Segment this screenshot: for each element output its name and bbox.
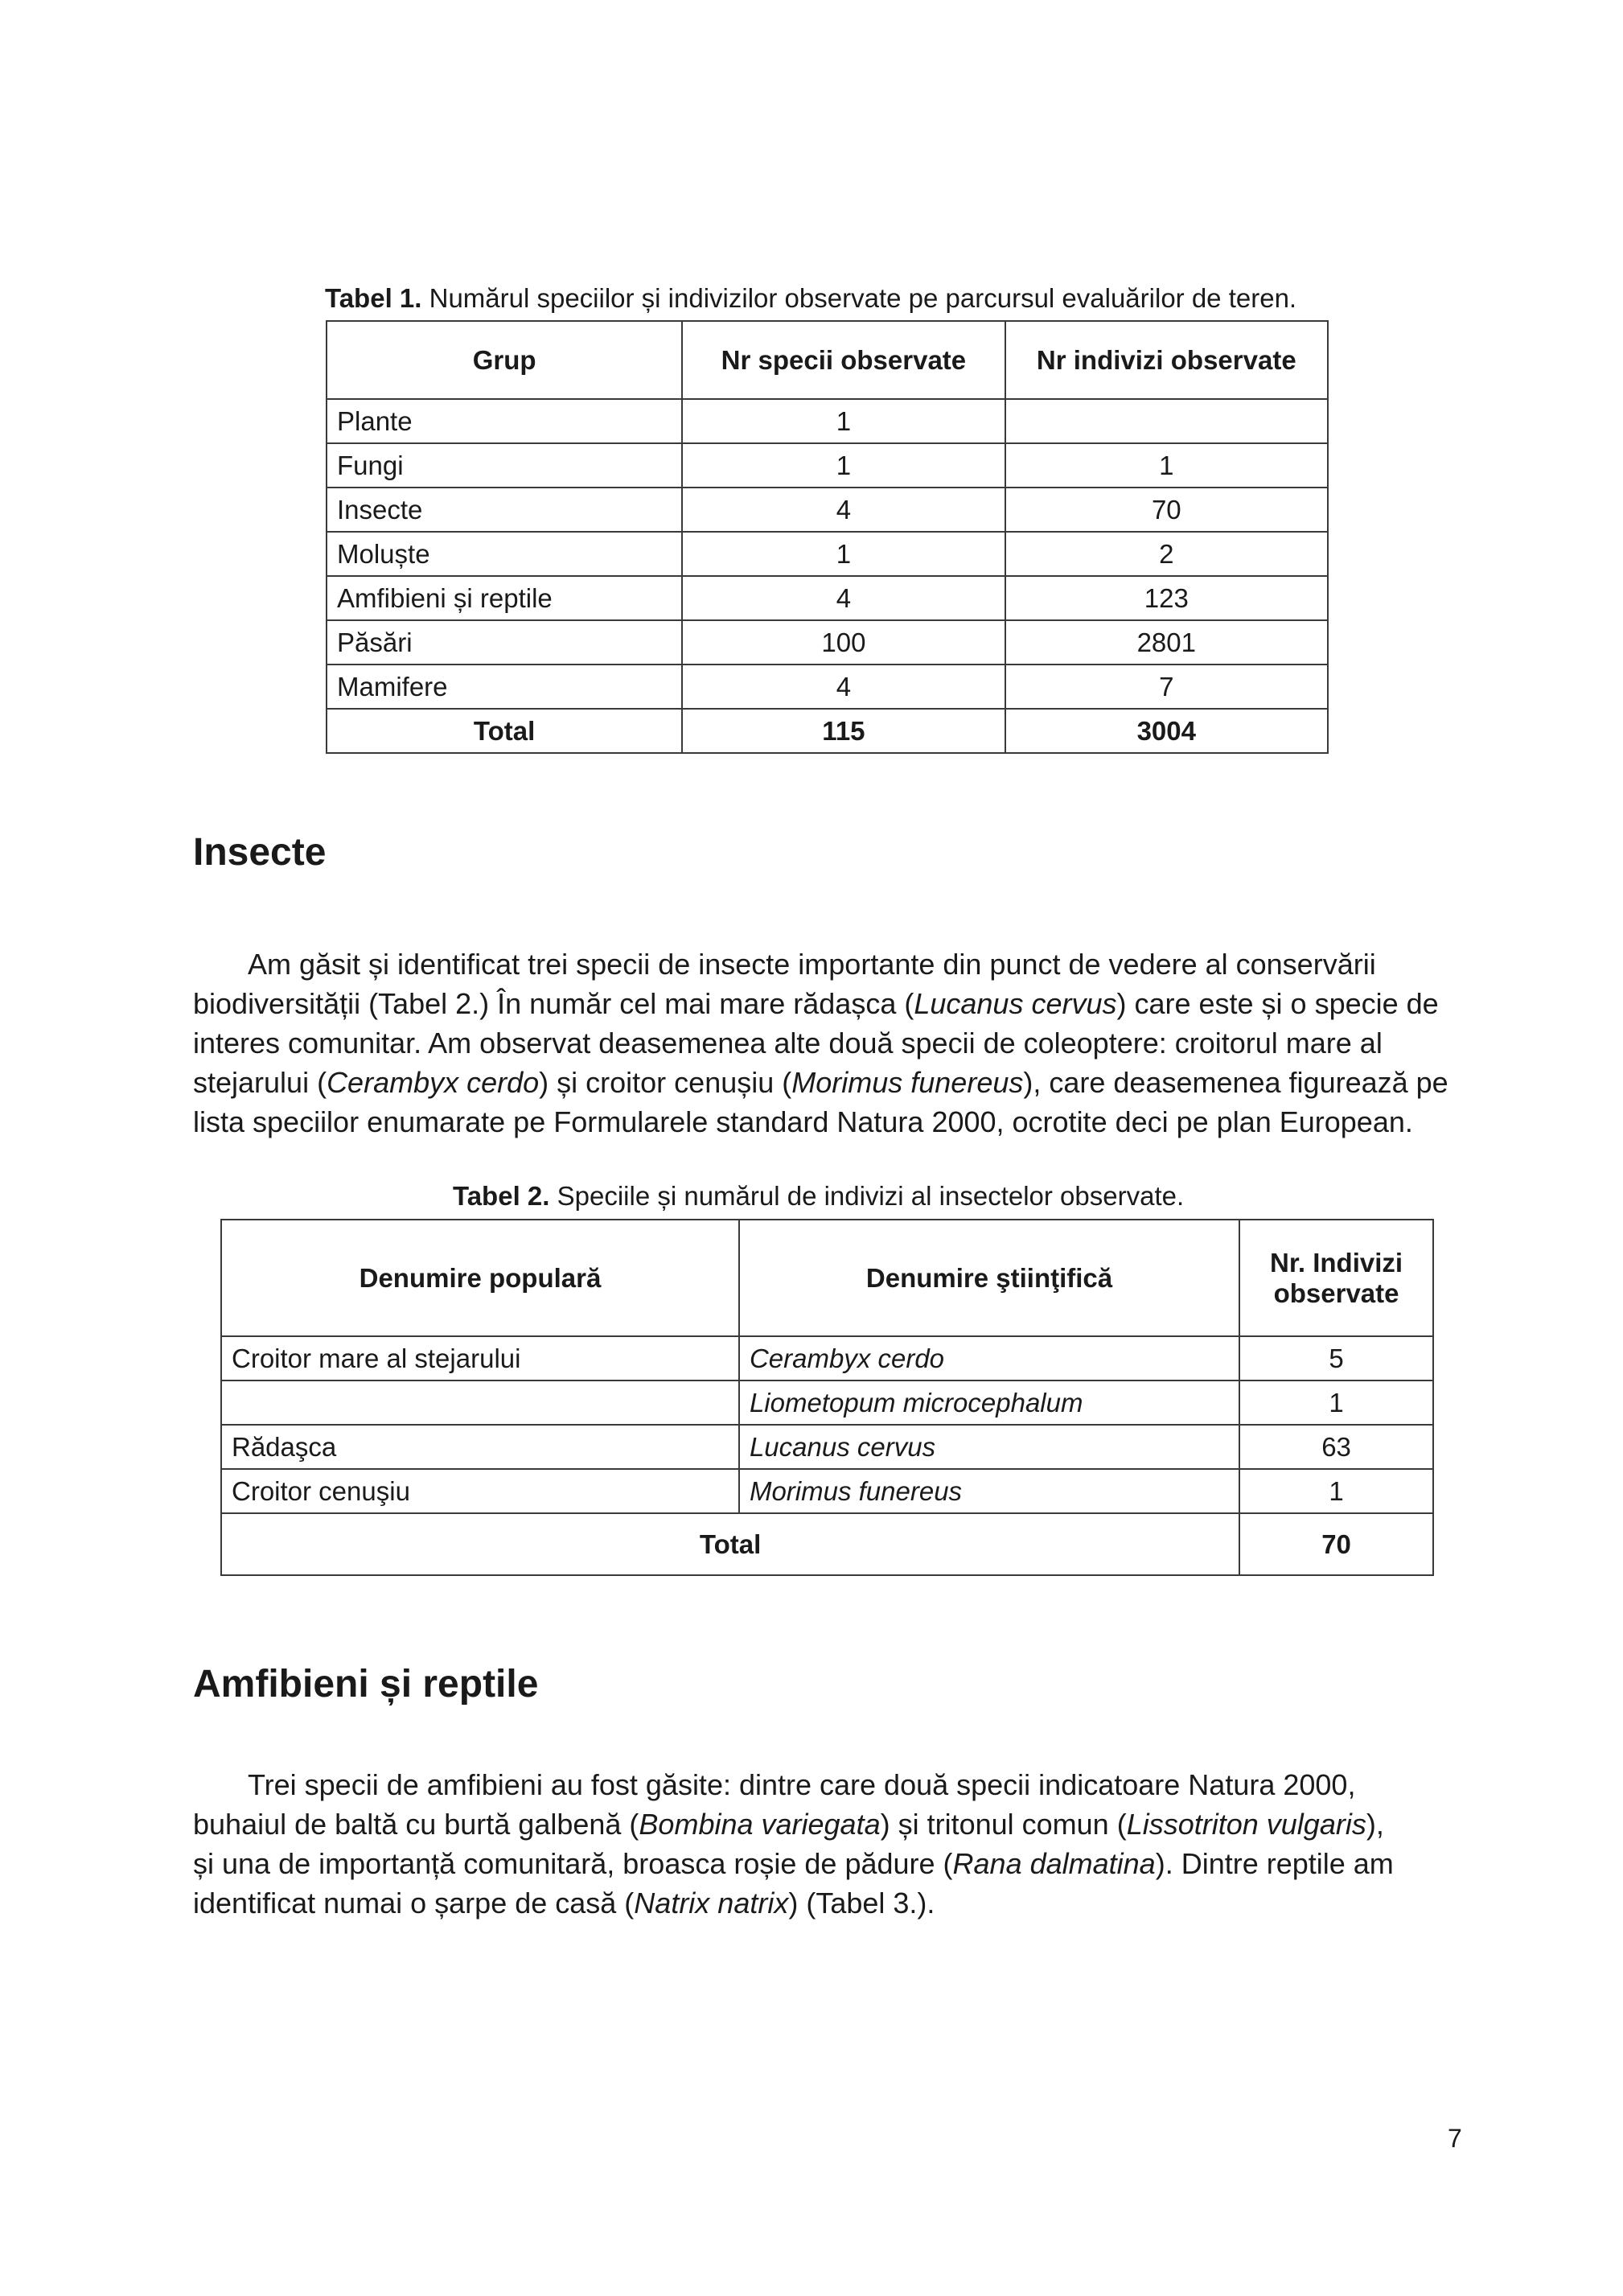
table2-cell-count: 63 [1239,1425,1433,1469]
text-run: ) și croitor cenușiu ( [539,1066,792,1099]
table2-header-count-line1: Nr. Indivizi [1270,1247,1403,1278]
table-row [327,665,1328,709]
table1-cell-individuals: 70 [1005,488,1328,532]
paragraph-line [193,944,1464,984]
insecte-heading: Insecte [193,831,327,874]
text-run: interes comunitar. Am observat deasemenea alte două specii de coleoptere: croitorul mare al [193,1027,1383,1060]
table1-cell-group: Moluște [327,532,682,576]
table1-cell-group: Plante [327,399,682,443]
amfibieni-paragraph [193,1765,1464,1923]
text-run: Trei specii de amfibieni au fost găsite: dintre care două specii indicatoare Natura 2000, [248,1768,1356,1801]
table2-cell-popular-name [221,1380,739,1425]
text-run: stejarului ( [193,1066,327,1099]
table1-cell-species: 1 [682,399,1005,443]
insect-species-table [220,1219,1434,1576]
table1-total-species: 115 [682,709,1005,753]
paragraph-line [193,1765,1464,1804]
table-row [327,532,1328,576]
table1-cell-individuals: 123 [1005,576,1328,620]
table2-cell-scientific-name: Lucanus cervus [739,1425,1239,1469]
species-count-table [326,320,1329,754]
table2-header-row [221,1220,1433,1336]
text-run: biodiversității (Tabel 2.) În număr cel mai mare rădașca ( [193,987,914,1020]
table1-cell-species: 100 [682,620,1005,665]
table2-cell-popular-name: Croitor mare al stejarului [221,1336,739,1380]
species-name: Natrix natrix [634,1887,789,1920]
table2-total-label: Total [221,1513,1239,1575]
page-number: 7 [1448,2124,1462,2153]
table2-header-count-line2: observate [1273,1278,1399,1308]
text-run: lista speciilor enumarate pe Formularele standard Natura 2000, ocrotite deci pe plan European. [193,1105,1413,1138]
paragraph-line [193,1804,1464,1844]
table1-cell-individuals: 1 [1005,443,1328,488]
table2-header-scientific-name: Denumire ştiinţifică [739,1220,1239,1336]
table1-header-grup: Grup [327,321,682,399]
table-row [221,1380,1433,1425]
paragraph-line [193,1844,1464,1883]
table-row [327,576,1328,620]
paragraph-line [193,1023,1464,1063]
table-row [327,399,1328,443]
species-name: Lucanus cervus [914,987,1117,1020]
table2-caption-text: Speciile și numărul de indivizi al insectelor observate. [549,1181,1185,1211]
species-name: Bombina variegata [639,1808,881,1841]
table2-cell-scientific-name: Cerambyx cerdo [739,1336,1239,1380]
table1-cell-individuals: 7 [1005,665,1328,709]
text-run: și una de importanță comunitară, broasca roșie de pădure ( [193,1847,953,1880]
text-run: ) și tritonul comun ( [880,1808,1127,1841]
paragraph-line [193,984,1464,1023]
text-run: ) care este și o specie de [1116,987,1439,1020]
table1-cell-species: 4 [682,665,1005,709]
insecte-paragraph [193,944,1464,1142]
table1-total-individuals: 3004 [1005,709,1328,753]
table1-cell-group: Insecte [327,488,682,532]
table-row [221,1469,1433,1513]
table1-cell-species: 4 [682,576,1005,620]
table1-caption-label: Tabel 1. [325,283,422,313]
text-run: ). Dintre reptile am [1155,1847,1394,1880]
table2-cell-scientific-name: Morimus funereus [739,1469,1239,1513]
table1-header-nr-indivizi: Nr indivizi observate [1005,321,1328,399]
table1-header-row [327,321,1328,399]
table2-total-count: 70 [1239,1513,1433,1575]
text-run: buhaiul de baltă cu burtă galbenă ( [193,1808,639,1841]
table2-total-row [221,1513,1433,1575]
amfibieni-heading: Amfibieni și reptile [193,1663,539,1706]
table-row [327,620,1328,665]
table-row [221,1336,1433,1380]
paragraph-line [193,1063,1464,1102]
table2-cell-popular-name: Croitor cenuşiu [221,1469,739,1513]
species-name: Lissotriton vulgaris [1126,1808,1366,1841]
table-row [327,443,1328,488]
table1-caption [325,283,1296,314]
text-run: ), care deasemenea figurează pe [1023,1066,1448,1099]
paragraph-line [193,1883,1464,1923]
table2-cell-count: 5 [1239,1336,1433,1380]
table1-cell-species: 4 [682,488,1005,532]
text-run: ) (Tabel 3.). [788,1887,935,1920]
species-name: Rana dalmatina [952,1847,1156,1880]
table-row [221,1425,1433,1469]
text-run: identificat numai o șarpe de casă ( [193,1887,635,1920]
paragraph-line [193,1102,1464,1142]
table1-caption-text: Numărul speciilor și indivizilor observate pe parcursul evaluărilor de teren. [421,283,1297,313]
table1-cell-group: Amfibieni și reptile [327,576,682,620]
table1-cell-individuals [1005,399,1328,443]
table1-cell-species: 1 [682,532,1005,576]
text-run: ), [1366,1808,1384,1841]
text-run: Am găsit și identificat trei specii de insecte importante din punct de vedere al conservării [248,948,1376,981]
table1-cell-group: Păsări [327,620,682,665]
table2-header-popular-name: Denumire populară [221,1220,739,1336]
table-row [327,488,1328,532]
table1-cell-individuals: 2801 [1005,620,1328,665]
table2-cell-count: 1 [1239,1380,1433,1425]
table1-cell-group: Fungi [327,443,682,488]
species-name: Cerambyx cerdo [327,1066,540,1099]
table1-total-label: Total [327,709,682,753]
table2-cell-popular-name: Rădaşca [221,1425,739,1469]
table1-total-row [327,709,1328,753]
table1-cell-species: 1 [682,443,1005,488]
table1-cell-individuals: 2 [1005,532,1328,576]
table2-header-count [1239,1220,1433,1336]
table2-caption-label: Tabel 2. [453,1181,550,1211]
table2-caption [453,1181,1184,1212]
table2-cell-count: 1 [1239,1469,1433,1513]
table2-cell-scientific-name: Liometopum microcephalum [739,1380,1239,1425]
table1-header-nr-specii: Nr specii observate [682,321,1005,399]
species-name: Morimus funereus [791,1066,1024,1099]
table1-cell-group: Mamifere [327,665,682,709]
